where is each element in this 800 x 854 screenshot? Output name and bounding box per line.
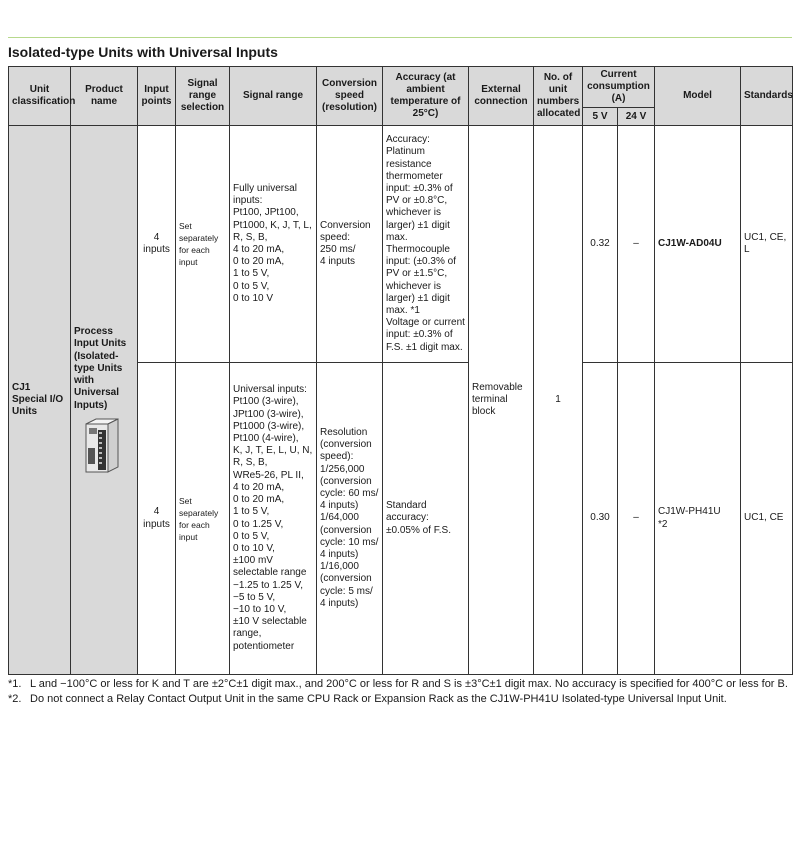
footnote-text: Do not connect a Relay Contact Output Unit in the same CPU Rack or Expansion Rack as the CJ1W-PH41U Isolated-type Universal Input Unit.	[30, 693, 727, 705]
unit-classification-cell: CJ1 Special I/O Units	[9, 126, 71, 675]
col-current-consumption: Current consumption (A)	[583, 67, 655, 108]
footnote-1	[8, 677, 792, 692]
page-title: Isolated-type Units with Universal Inputs	[8, 44, 278, 60]
model-cell	[655, 363, 741, 675]
col-unit-classification: Unit classification	[9, 67, 71, 126]
external-connection-cell: Removable terminal block	[469, 126, 534, 675]
standards-cell: UC1, CE, L	[741, 126, 793, 363]
col-signal-range-selection: Signal range selection	[176, 67, 230, 126]
current-5v-cell: 0.30	[583, 363, 618, 675]
footnote-text: L and −100°C or less for K and T are ±2°C±1 digit max., and 200°C or less for R and S is ±3°C±1 digit max. No accuracy is specified for 400°C or less for B.	[30, 678, 788, 690]
input-points-cell: 4 inputs	[138, 126, 176, 363]
model-cell	[655, 126, 741, 363]
col-product-name: Product name	[71, 67, 138, 126]
model-name: CJ1W-AD04U	[658, 237, 722, 249]
signal-range-cell: Universal inputs: Pt100 (3-wire), JPt100 (3-wire), Pt1000 (3-wire), Pt100 (4-wire), K, J, T, E, L, U, N, R, S, B, WRe5-26, PL II, 4 to 20 mA, 0 to 20 mA, 1 to 5 V, 0 to 1.25 V, 0 to 5 V, 0 to 10 V, ±100 mV selectable range −1.25 to 1.25 V, −5 to 5 V, −10 to 10 V, ±10 V selectable range, potentiometer	[230, 363, 317, 675]
spec-table	[8, 66, 793, 675]
title-rule	[8, 37, 792, 38]
col-5v: 5 V	[583, 108, 618, 126]
accuracy-cell: Standard accuracy: ±0.05% of F.S.	[383, 363, 469, 675]
col-input-points: Input points	[138, 67, 176, 126]
col-model: Model	[655, 67, 741, 126]
unit-module-image	[84, 418, 122, 474]
selection-cell: Set separately for each input	[176, 363, 230, 675]
current-24v-cell: –	[618, 126, 655, 363]
col-external-connection: External connection	[469, 67, 534, 126]
model-footnote-ref: *2	[658, 518, 668, 530]
signal-range-cell: Fully universal inputs: Pt100, JPt100, Pt1000, K, J, T, L, R, S, B, 4 to 20 mA, 0 to 20 mA, 1 to 5 V, 0 to 5 V, 0 to 10 V	[230, 126, 317, 363]
standards-cell: UC1, CE	[741, 363, 793, 675]
conversion-speed-cell: Resolution (conversion speed): 1/256,000 (conversion cycle: 60 ms/ 4 inputs) 1/64,000 (conversion cycle: 10 ms/ 4 inputs) 1/16,000 (conversion cycle: 5 ms/ 4 inputs)	[317, 363, 383, 675]
accuracy-cell: Accuracy: Platinum resistance thermometer input: ±0.3% of PV or ±0.8°C, whichever is larger) ±1 digit max. Thermocouple input: (±0.3% of PV or ±1.5°C, whichever is larger) ±1 digit max. *1 Voltage or current input: ±0.3% of F.S. ±1 digit max.	[383, 126, 469, 363]
footnote-mark: *1.	[8, 678, 22, 690]
model-name: CJ1W-PH41U	[658, 506, 721, 518]
footnote-mark: *2.	[8, 693, 22, 705]
conversion-speed-cell: Conversion speed: 250 ms/ 4 inputs	[317, 126, 383, 363]
unit-numbers-cell: 1	[534, 126, 583, 675]
current-24v-cell: –	[618, 363, 655, 675]
footnotes	[8, 677, 792, 707]
current-5v-cell: 0.32	[583, 126, 618, 363]
table-row	[9, 126, 793, 363]
col-standards: Standards	[741, 67, 793, 126]
header-row	[9, 67, 793, 108]
product-name-text: Process Input Units (Isolated-type Units with Universal Inputs)	[74, 326, 127, 411]
input-points-cell: 4 inputs	[138, 363, 176, 675]
col-accuracy: Accuracy (at ambient temperature of 25°C)	[383, 67, 469, 126]
footnote-2	[8, 692, 792, 707]
col-24v: 24 V	[618, 108, 655, 126]
col-conversion-speed: Conversion speed (resolution)	[317, 67, 383, 126]
col-unit-numbers: No. of unit numbers allocated	[534, 67, 583, 126]
product-name-cell	[71, 126, 138, 675]
selection-cell: Set separately for each input	[176, 126, 230, 363]
col-signal-range: Signal range	[230, 67, 317, 126]
